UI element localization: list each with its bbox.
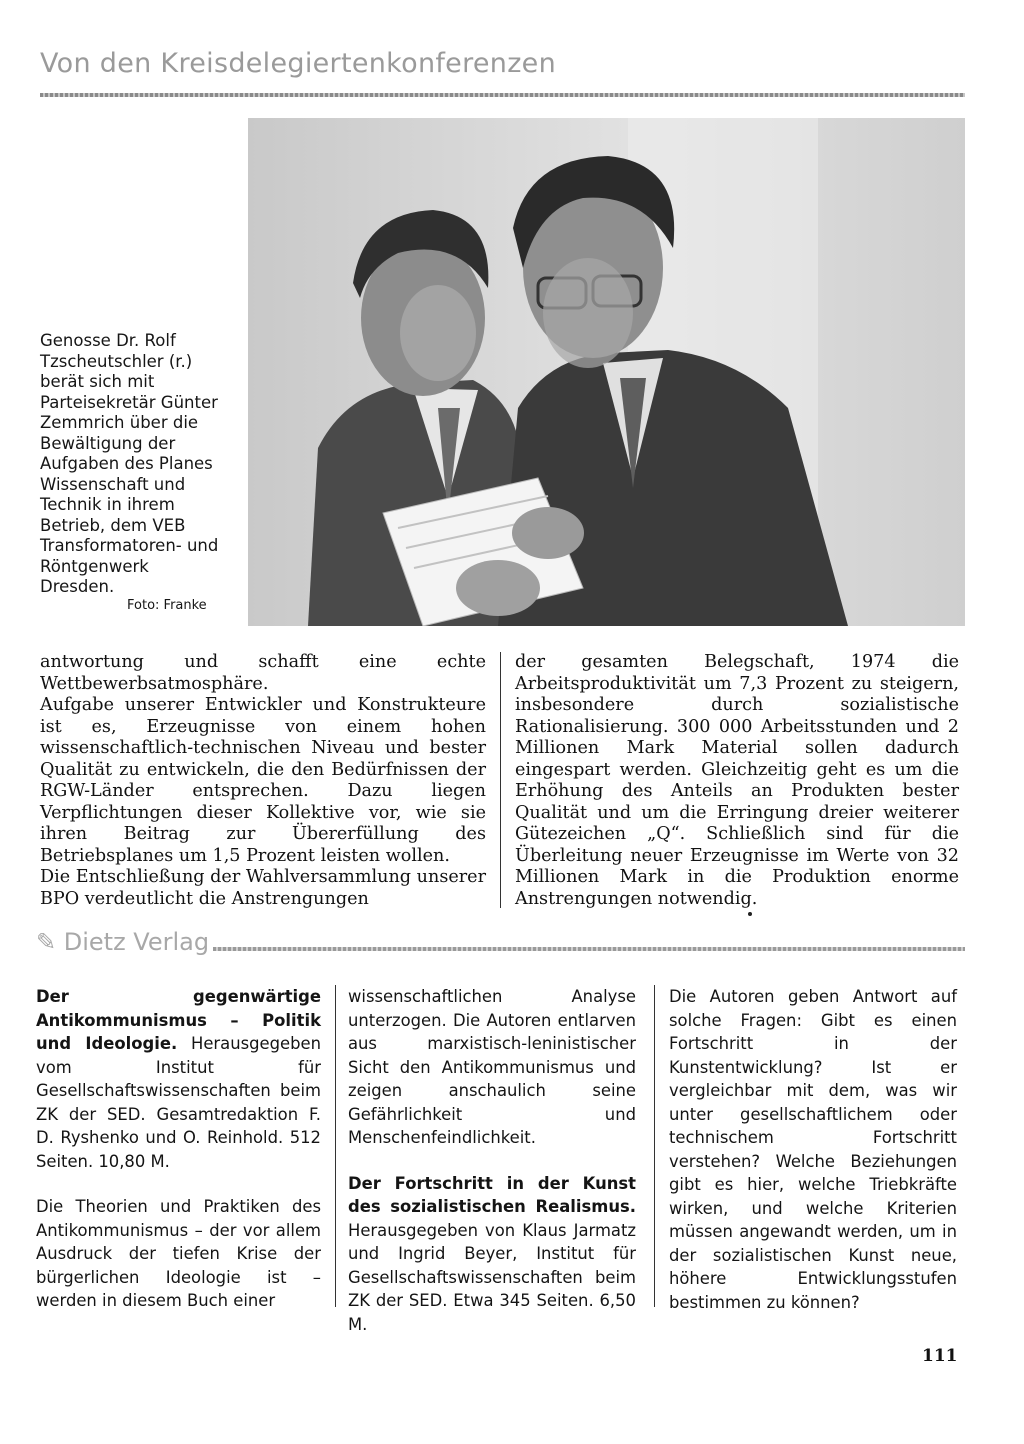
book-entry xyxy=(348,1172,636,1337)
photo-caption: Genosse Dr. Rolf Tzscheutschler (r.) berät sich mit Parteisekretär Günter Zemmrich über die Bewältigung der Aufgaben des Planes Wissenschaft und Technik in ihrem Betrieb, dem VEB Transformatoren- und Röntgenwerk Dresden. xyxy=(40,331,219,596)
page-number: 111 xyxy=(922,1346,958,1366)
end-mark xyxy=(748,912,752,916)
publisher-name: Dietz Verlag xyxy=(63,928,210,956)
column-divider xyxy=(654,985,655,1307)
book-description: Die Autoren geben Antwort auf solche Fragen: Gibt es einen Fortschritt in der Kunstentwicklung? Ist er vergleichbar mit dem, was wir unter gesellschaftlichem oder technischem Fortschritt verstehen? Welche Beziehungen gibt es hier, welche Triebkräfte wirken, und welche Kriterien müssen angewandt werden, um in der sozialistischen Kunst neue, höhere Entwicklungsstufen bestimmen zu können? xyxy=(669,987,957,1312)
publisher-logo-icon: ✎ xyxy=(36,928,57,956)
header-rule xyxy=(40,93,965,97)
book-description: wissenschaftlichen Analyse unterzogen. Die Autoren entlarven aus marxistisch-leninistischer Sicht den Antikommunismus und zeigen anschaulich seine Gefährlichkeit und Menschenfeindlichkeit. xyxy=(348,987,636,1147)
book-column-1 xyxy=(36,985,321,1335)
article-column-right xyxy=(515,652,959,910)
book-description: Die Theorien und Praktiken des Antikommunismus – der vor allem Ausdruck der tiefen Krise der bürgerlichen Ideologie ist – werden in diesem Buch einer xyxy=(36,1197,321,1310)
book-entry xyxy=(36,985,321,1173)
book-details: Herausgegeben von Klaus Jarmatz und Ingrid Beyer, Institut für Gesellschaftswissenschaften beim ZK der SED. Etwa 345 Seiten. 6,50 M. xyxy=(348,1220,636,1334)
article-paragraph: Aufgabe unserer Entwickler und Konstrukteure ist es, Erzeugnisse von einem hohen wissenschaftlich-technischen Niveau und bester Qualität zu entwickeln, die den Bedürfnissen der RGW-Länder entsprechen. Dazu liegen Verpflichtungen dieser Kollektive vor, wie sie ihren Beitrag zur Übererfüllung des Betriebsplanes um 1,5 Prozent leisten wollen. xyxy=(40,695,486,866)
book-title: Der Fortschritt in der Kunst des sozialistischen Realismus. xyxy=(348,1173,636,1216)
book-details: Herausgegeben vom Institut für Gesellschaftswissenschaften beim ZK der SED. Gesamtredaktion F. D. Ryshenko und O. Reinhold. 512 Seiten. 10,80 M. xyxy=(36,1034,321,1171)
photo xyxy=(248,118,965,626)
column-divider xyxy=(335,985,336,1307)
photo-credit: Foto: Franke xyxy=(127,598,207,613)
article-paragraph: antwortung und schafft eine echte Wettbewerbsatmosphäre. xyxy=(40,652,486,694)
column-divider xyxy=(500,652,501,908)
article-paragraph: Die Entschließung der Wahlversammlung unserer BPO verdeutlicht die Anstrengungen xyxy=(40,867,486,909)
book-column-3 xyxy=(669,985,957,1336)
article-paragraph: der gesamten Belegschaft, 1974 die Arbeitsproduktivität um 7,3 Prozent zu steigern, insbesondere durch sozialistische Rationalisierung. 300 000 Arbeitsstunden und 2 Millionen Mark Material sollen dadurch eingespart werden. Gleichzeitig geht es um die Erhöhung des Anteils an Produkten bester Qualität und um die Erringung dreier weiterer Gütezeichen „Q“. Schließlich sind für die Überleitung neuer Erzeugnisse im Werte von 32 Millionen Mark in die Produktion enorme Anstrengungen notwendig. xyxy=(515,652,959,909)
section-header: Von den Kreisdelegiertenkonferenzen xyxy=(40,48,556,79)
book-title: Der gegenwärtige Antikommunismus – Politik und Ideologie. xyxy=(36,987,321,1053)
publisher-heading xyxy=(36,928,209,956)
publisher-rule xyxy=(213,947,965,951)
book-column-2 xyxy=(348,985,636,1358)
article-column-left xyxy=(40,652,486,910)
